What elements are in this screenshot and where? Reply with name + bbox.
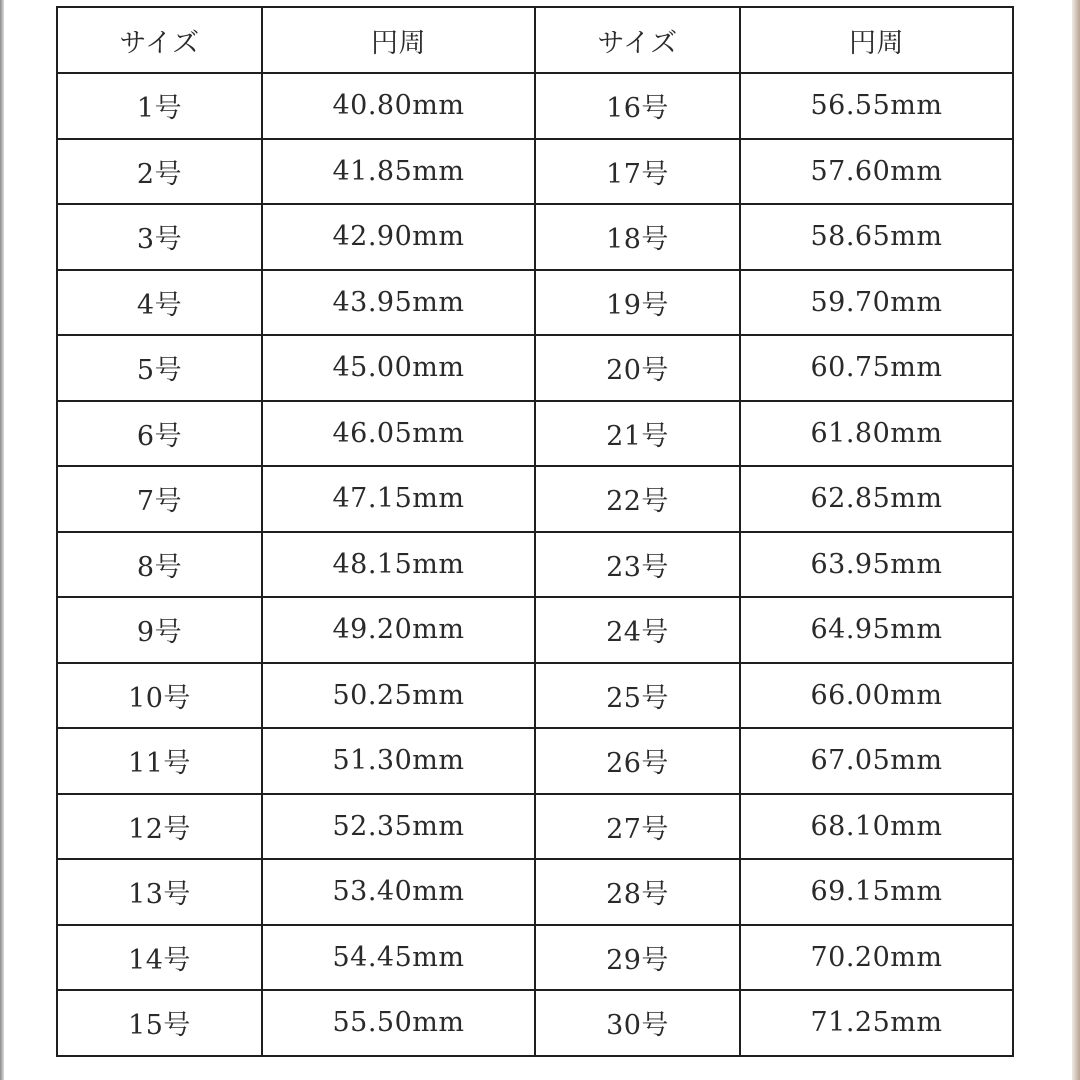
circumference-cell: 68.10mm bbox=[740, 794, 1013, 860]
circumference-cell: 50.25mm bbox=[262, 663, 535, 729]
table-row bbox=[57, 204, 1013, 270]
circumference-cell: 55.50mm bbox=[262, 990, 535, 1056]
size-cell: 4号 bbox=[57, 270, 262, 336]
size-cell: 17号 bbox=[535, 139, 740, 205]
size-cell: 3号 bbox=[57, 204, 262, 270]
circumference-cell: 54.45mm bbox=[262, 925, 535, 991]
size-cell: 6号 bbox=[57, 401, 262, 467]
ring-size-table-container bbox=[56, 6, 1012, 1057]
circumference-cell: 48.15mm bbox=[262, 532, 535, 598]
table-row bbox=[57, 73, 1013, 139]
circumference-cell: 47.15mm bbox=[262, 466, 535, 532]
size-cell: 12号 bbox=[57, 794, 262, 860]
table-row bbox=[57, 466, 1013, 532]
circumference-cell: 67.05mm bbox=[740, 728, 1013, 794]
header-size-right: サイズ bbox=[535, 7, 740, 73]
size-cell: 9号 bbox=[57, 597, 262, 663]
circumference-cell: 59.70mm bbox=[740, 270, 1013, 336]
circumference-cell: 46.05mm bbox=[262, 401, 535, 467]
circumference-cell: 64.95mm bbox=[740, 597, 1013, 663]
circumference-cell: 57.60mm bbox=[740, 139, 1013, 205]
table-row bbox=[57, 401, 1013, 467]
circumference-cell: 42.90mm bbox=[262, 204, 535, 270]
size-cell: 15号 bbox=[57, 990, 262, 1056]
circumference-cell: 52.35mm bbox=[262, 794, 535, 860]
size-cell: 8号 bbox=[57, 532, 262, 598]
size-cell: 29号 bbox=[535, 925, 740, 991]
size-cell: 19号 bbox=[535, 270, 740, 336]
circumference-cell: 70.20mm bbox=[740, 925, 1013, 991]
circumference-cell: 61.80mm bbox=[740, 401, 1013, 467]
size-cell: 24号 bbox=[535, 597, 740, 663]
circumference-cell: 63.95mm bbox=[740, 532, 1013, 598]
table-row bbox=[57, 663, 1013, 729]
size-cell: 18号 bbox=[535, 204, 740, 270]
header-size-left: サイズ bbox=[57, 7, 262, 73]
size-cell: 14号 bbox=[57, 925, 262, 991]
header-circumference-left: 円周 bbox=[262, 7, 535, 73]
size-cell: 11号 bbox=[57, 728, 262, 794]
circumference-cell: 45.00mm bbox=[262, 335, 535, 401]
header-circumference-right: 円周 bbox=[740, 7, 1013, 73]
size-cell: 22号 bbox=[535, 466, 740, 532]
table-row bbox=[57, 794, 1013, 860]
size-cell: 10号 bbox=[57, 663, 262, 729]
circumference-cell: 69.15mm bbox=[740, 859, 1013, 925]
circumference-cell: 43.95mm bbox=[262, 270, 535, 336]
size-cell: 30号 bbox=[535, 990, 740, 1056]
circumference-cell: 56.55mm bbox=[740, 73, 1013, 139]
size-cell: 16号 bbox=[535, 73, 740, 139]
table-row bbox=[57, 728, 1013, 794]
circumference-cell: 60.75mm bbox=[740, 335, 1013, 401]
size-cell: 25号 bbox=[535, 663, 740, 729]
circumference-cell: 51.30mm bbox=[262, 728, 535, 794]
size-cell: 13号 bbox=[57, 859, 262, 925]
size-cell: 2号 bbox=[57, 139, 262, 205]
table-row bbox=[57, 859, 1013, 925]
size-cell: 26号 bbox=[535, 728, 740, 794]
circumference-cell: 71.25mm bbox=[740, 990, 1013, 1056]
table-row bbox=[57, 532, 1013, 598]
size-cell: 21号 bbox=[535, 401, 740, 467]
right-edge-shadow bbox=[1072, 0, 1080, 1080]
size-cell: 28号 bbox=[535, 859, 740, 925]
table-row bbox=[57, 597, 1013, 663]
size-cell: 23号 bbox=[535, 532, 740, 598]
table-row bbox=[57, 270, 1013, 336]
table-row bbox=[57, 139, 1013, 205]
size-cell: 20号 bbox=[535, 335, 740, 401]
size-cell: 5号 bbox=[57, 335, 262, 401]
circumference-cell: 53.40mm bbox=[262, 859, 535, 925]
size-cell: 27号 bbox=[535, 794, 740, 860]
size-cell: 1号 bbox=[57, 73, 262, 139]
size-cell: 7号 bbox=[57, 466, 262, 532]
table-row bbox=[57, 990, 1013, 1056]
circumference-cell: 58.65mm bbox=[740, 204, 1013, 270]
circumference-cell: 66.00mm bbox=[740, 663, 1013, 729]
left-edge-shadow bbox=[0, 0, 4, 1080]
ring-size-table bbox=[56, 6, 1014, 1057]
circumference-cell: 49.20mm bbox=[262, 597, 535, 663]
table-row bbox=[57, 335, 1013, 401]
table-row bbox=[57, 925, 1013, 991]
circumference-cell: 40.80mm bbox=[262, 73, 535, 139]
circumference-cell: 41.85mm bbox=[262, 139, 535, 205]
circumference-cell: 62.85mm bbox=[740, 466, 1013, 532]
table-header-row bbox=[57, 7, 1013, 73]
